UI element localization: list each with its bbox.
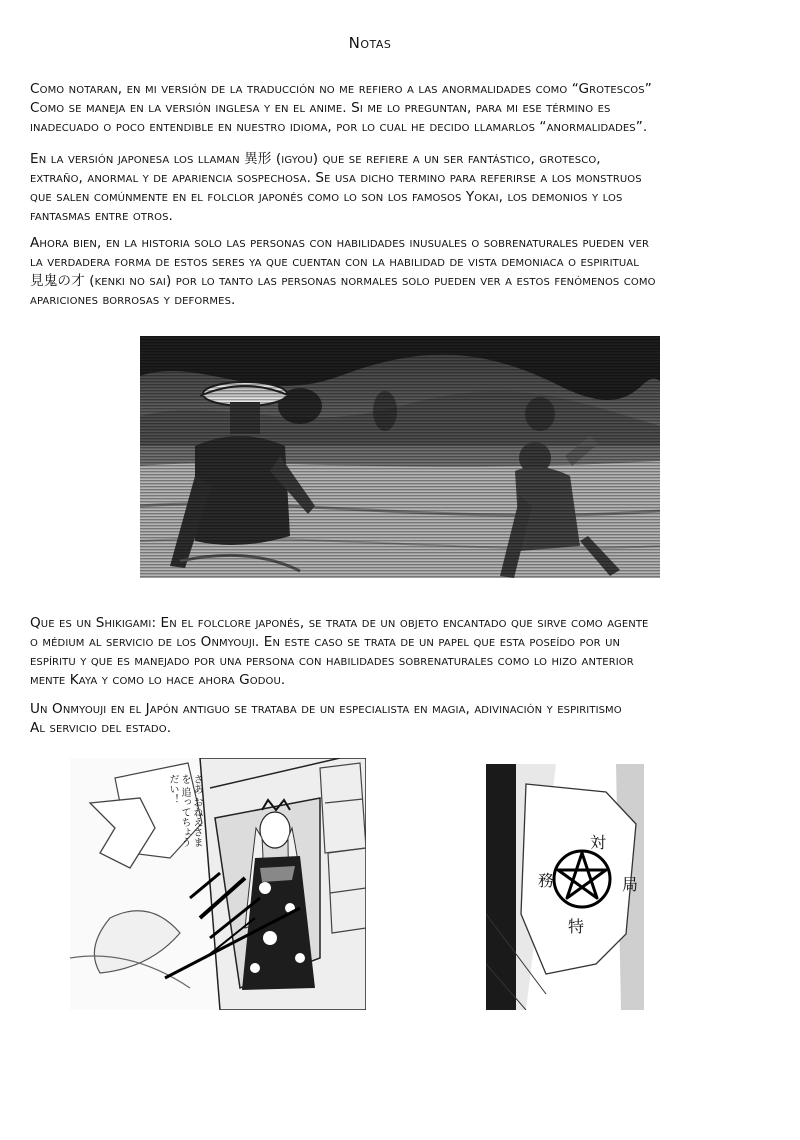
field-illustration [140, 336, 660, 578]
text-line: que salen comúnmente en el folclor japonés como lo son los famosos Yokai, los demonios y los [30, 189, 623, 205]
paragraph-shikigami [30, 614, 782, 690]
speech-line: おねえさまを [179, 774, 202, 848]
manga-panel-paper [486, 764, 644, 1010]
text-line: mente Kaya y como lo hace ahora Godou. [30, 672, 286, 688]
text-line: Como notaran, en mi versión de la traducción no me refiero a las anormalidades como “Grotescos” [30, 81, 652, 97]
text-line: Como se maneja en la versión inglesa y en el anime. Si me lo preguntan, para mi ese término es [30, 100, 611, 116]
page-title: Notas [348, 34, 392, 52]
paper-kanji: 対 [590, 833, 607, 852]
window-illustration [70, 758, 366, 1010]
paper-kanji: 特 [568, 917, 585, 936]
paper-illustration [486, 764, 644, 1010]
text-line: la verdadera forma de estos seres ya que cuentan con la habilidad de vista demoniaca o espiritual [30, 254, 639, 270]
paper-kanji: 局 [622, 875, 639, 894]
manga-panel-window [70, 758, 366, 1010]
text-line: extraño, anormal y de apariencia sospechosa. Se usa dicho termino para referirse a los monstruos [30, 170, 642, 186]
paragraph-kenki-no-sai [30, 234, 782, 310]
speech-line: 追ってちょうだい！ [167, 774, 190, 848]
text-line: fantasmas entre otros. [30, 208, 173, 224]
text-line: En la versión japonesa los llaman 異形 (igyou) que se refiere a un ser fantástico, grotesco, [30, 151, 601, 167]
manga-panel-field [140, 336, 660, 578]
paragraph-grotescos [30, 80, 782, 137]
text-line: inadecuado o poco entendible en nuestro idioma, por lo cual he decido llamarlos “anormalidades”. [30, 119, 648, 135]
text-line: o médium al servicio de los Onmyouji. En este caso se trata de un papel que esta poseído por un [30, 634, 621, 650]
paragraph-onmyouji [30, 700, 782, 738]
text-line: apariciones borrosas y deformes. [30, 292, 236, 308]
paper-kanji: 務 [538, 871, 555, 890]
speech-line: さあ [191, 774, 202, 794]
text-line: Ahora bien, en la historia solo las personas con habilidades inusuales o sobrenaturales pueden ver [30, 235, 650, 251]
text-line: espíritu y que es manejado por una persona con habilidades sobrenaturales como lo hizo anterior [30, 653, 634, 669]
paragraph-igyou [30, 150, 782, 226]
text-line: Un Onmyouji en el Japón antiguo se trataba de un especialista en magia, adivinación y espiritismo [30, 701, 622, 717]
speech-bubble [142, 774, 202, 854]
text-line: 見鬼の才 (kenki no sai) por lo tanto las personas normales solo pueden ver a estos fenómenos como [30, 273, 656, 289]
text-line: Que es un Shikigami: En el folclore japonés, se trata de un objeto encantado que sirve como agente [30, 615, 649, 631]
text-line: Al servicio del estado. [30, 720, 172, 736]
